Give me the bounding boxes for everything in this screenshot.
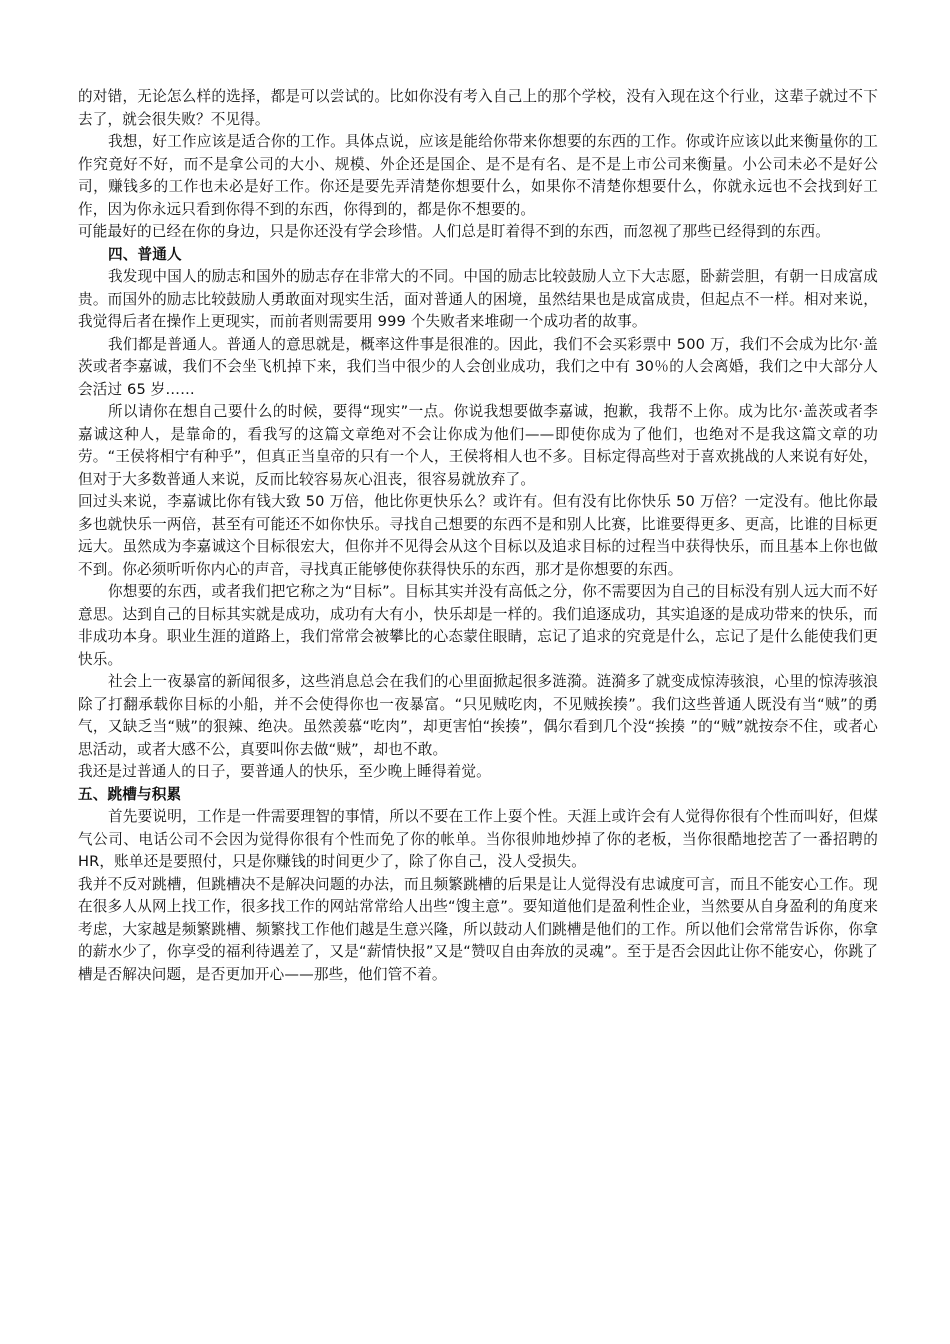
paragraph: 我想，好工作应该是适合你的工作。具体点说，应该是能给你带来你想要的东西的工作。你或许应该以此来衡量你的工作究竟好不好，而不是拿公司的大小、规模、外企还是国企、是不是有名、是不是上市公司来衡量。小公司未必不是好公司，赚钱多的工作也未必是好工作。你还是要先弄清楚你想要什么，如果你不清楚你想要什么，你就永远也不会找到好工作，因为你永远只看到你得不到的东西，你得到的，都是你不想要的。: [78, 133, 878, 218]
paragraph: 我还是过普通人的日子，要普通人的快乐，至少晚上睡得着觉。: [78, 763, 491, 780]
paragraph: 我们都是普通人。普通人的意思就是，概率这件事是很准的。因此，我们不会买彩票中 500 万，我们不会成为比尔·盖茨或者李嘉诚，我们不会坐飞机掉下来，我们当中很少的人会创业成功，我们之中有 30％的人会离婚，我们之中大部分人会活过 65 岁……: [78, 335, 878, 398]
paragraph: 可能最好的已经在你的身边，只是你还没有学会珍惜。人们总是盯着得不到的东西，而忽视了那些已经得到的东西。: [78, 223, 830, 240]
section-heading-job-hopping: 五、跳槽与积累: [78, 785, 182, 803]
paragraph: 所以请你在想自己要什么的时候，要得“现实”一点。你说我想要做李嘉诚，抱歉，我帮不上你。成为比尔·盖茨或者李嘉诚这种人，是靠命的，看我写的这篇文章绝对不会让你成为他们——即使你成为了他们，也绝对不是我这篇文章的功劳。“王侯将相宁有种乎”，但真正当皇帝的只有一个人，王侯将相人也不多。目标定得高些对于喜欢挑战的人来说有好处，但对于大多数普通人来说，反而比较容易灰心沮丧，很容易就放弃了。: [78, 403, 878, 488]
paragraph: 你想要的东西，或者我们把它称之为“目标”。目标其实并没有高低之分，你不需要因为自己的目标没有别人远大而不好意思。达到自己的目标其实就是成功，成功有大有小，快乐却是一样的。我们追逐成功，其实追逐的是成功带来的快乐，而非成功本身。职业生涯的道路上，我们常常会被攀比的心态蒙住眼睛，忘记了追求的究竟是什么，忘记了是什么能使我们更快乐。: [78, 583, 878, 668]
section-heading-ordinary-people: 四、普通人: [108, 245, 182, 263]
paragraph: 我发现中国人的励志和国外的励志存在非常大的不同。中国的励志比较鼓励人立下大志愿，卧薪尝胆，有朝一日成富成贵。而国外的励志比较鼓励人勇敢面对现实生活，面对普通人的困境，虽然结果也是成富成贵，但起点不一样。相对来说，我觉得后者在操作上更现实，而前者则需要用 999 个失败者来堆砌一个成功者的故事。: [78, 268, 878, 330]
paragraph: 的对错，无论怎么样的选择，都是可以尝试的。比如你没有考入自己上的那个学校，没有入现在这个行业，这辈子就过不下去了，就会很失败？不见得。: [78, 88, 878, 128]
document-body: [78, 86, 878, 986]
paragraph: 首先要说明，工作是一件需要理智的事情，所以不要在工作上耍个性。天涯上或许会有人觉得你很有个性而叫好，但煤气公司、电话公司不会因为觉得你很有个性而免了你的帐单。当你很帅地炒掉了你的老板，当你很酷地挖苦了一番招聘的 HR，账单还是要照付，只是你赚钱的时间更少了，除了你自己，没人受损失。: [78, 808, 878, 870]
paragraph: 我并不反对跳槽，但跳槽决不是解决问题的办法，而且频繁跳槽的后果是让人觉得没有忠诚度可言，而且不能安心工作。现在很多人从网上找工作，很多找工作的网站常常给人出些“馊主意”。要知道他们是盈利性企业，当然要从自身盈利的角度来考虑，大家越是频繁跳槽、频繁找工作他们越是生意兴隆，所以鼓动人们跳槽是他们的工作。所以他们会常常告诉你，你拿的薪水少了，你享受的福利待遇差了，又是“薪情快报”又是“赞叹自由奔放的灵魂”。至于是否会因此让你不能安心，你跳了槽是否解决问题，是否更加开心——那些，他们管不着。: [78, 875, 878, 983]
paragraph: 回过头来说，李嘉诚比你有钱大致 50 万倍，他比你更快乐么？或许有。但有没有比你快乐 50 万倍？一定没有。他比你最多也就快乐一两倍，甚至有可能还不如你快乐。寻找自己想要的东西不是和别人比赛，比谁要得更多、更高，比谁的目标更远大。虽然成为李嘉诚这个目标很宏大，但你并不见得会从这个目标以及追求目标的过程当中获得快乐，而且基本上你也做不到。你必须听听你内心的声音，寻找真正能够使你获得快乐的东西，那才是你想要的东西。: [78, 493, 878, 578]
paragraph: 社会上一夜暴富的新闻很多，这些消息总会在我们的心里面掀起很多涟漪。涟漪多了就变成惊涛骇浪，心里的惊涛骇浪除了打翻承载你目标的小船，并不会使得你也一夜暴富。“只见贼吃肉，不见贼挨揍”。我们这些普通人既没有当“贼”的勇气，又缺乏当“贼”的狠辣、绝决。虽然羡慕“吃肉”，却更害怕“挨揍”，偶尔看到几个没“挨揍 ”的“贼”就按奈不住，或者心思活动，或者大感不公，真要叫你去做“贼”，却也不敢。: [78, 673, 878, 758]
